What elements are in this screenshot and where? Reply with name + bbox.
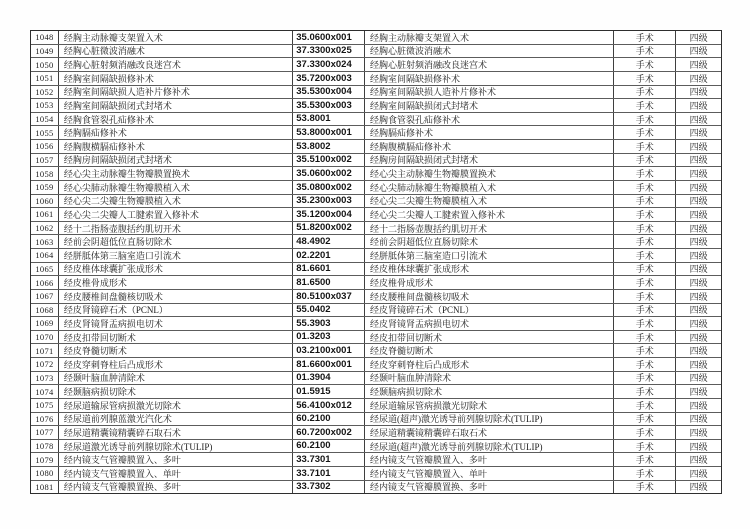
table-row (31, 154, 721, 168)
category-cell: 手术 (614, 385, 676, 398)
procedure-name-cell: 经内镜支气管瓣膜置入、单叶 (59, 467, 293, 480)
level-cell: 四级 (689, 46, 708, 57)
procedure-code-cell: 01.3904 (293, 372, 365, 385)
row-number-cell: 1069 (31, 317, 59, 330)
level-cell: 四级 (689, 387, 708, 398)
category-cell: 手术 (614, 86, 676, 99)
level-cell: 四级 (689, 73, 708, 84)
level-cell: 四级 (689, 128, 708, 139)
level-cell: 四级 (689, 414, 708, 425)
procedure-code-cell: 37.3300x024 (293, 58, 365, 71)
row-number-cell: 1070 (31, 331, 59, 344)
procedure-name-2-cell: 经胸食管裂孔疝修补术 (365, 113, 614, 126)
procedure-code-cell: 81.6600x001 (293, 358, 365, 371)
procedure-name-cell: 经胸室间隔缺损修补术 (59, 72, 293, 85)
procedure-code-cell: 80.5100x037 (293, 290, 365, 303)
procedure-name-cell: 经皮肾镜肾盂病损电切术 (59, 317, 293, 330)
procedure-code-cell: 37.3300x025 (293, 45, 365, 58)
procedure-name-cell: 经皮椎体球囊扩张成形术 (59, 263, 293, 276)
row-number-cell: 1067 (31, 290, 59, 303)
procedure-name-cell: 经尿道激光诱导前列腺切除术(TULIP) (59, 440, 293, 453)
procedure-name-cell: 经尿道前列腺蓝激光汽化术 (59, 413, 293, 426)
table-row (31, 58, 721, 72)
procedure-code-cell: 02.2201 (293, 249, 365, 262)
procedure-name-2-cell: 经胸膈疝修补术 (365, 126, 614, 139)
level-cell: 四级 (689, 223, 708, 234)
level-cell: 四级 (689, 359, 708, 370)
table-row (31, 167, 721, 181)
row-number-cell: 1079 (31, 453, 59, 466)
level-cell: 四级 (689, 87, 708, 98)
procedure-name-cell: 经颞叶脑血肿清除术 (59, 372, 293, 385)
row-number-cell: 1048 (31, 31, 59, 44)
procedure-code-cell: 33.7101 (293, 467, 365, 480)
procedure-name-2-cell: 经皮肾镜肾盂病损电切术 (365, 317, 614, 330)
category-cell: 手术 (614, 31, 676, 44)
procedure-name-cell: 经胸腹横膈疝修补术 (59, 140, 293, 153)
procedure-name-cell: 经颞脑病损切除术 (59, 385, 293, 398)
category-cell: 手术 (614, 249, 676, 262)
level-cell: 四级 (689, 305, 708, 316)
row-number-cell: 1068 (31, 304, 59, 317)
procedure-name-2-cell: 经心尖主动脉瓣生物瓣膜置换术 (365, 167, 614, 180)
row-number-cell: 1078 (31, 440, 59, 453)
procedure-name-2-cell: 经胼胝体第三脑室造口引流术 (365, 249, 614, 262)
procedure-code-cell: 01.5915 (293, 385, 365, 398)
row-number-cell: 1074 (31, 385, 59, 398)
procedure-name-2-cell: 经皮肾镜碎石术（PCNL） (365, 304, 614, 317)
category-cell: 手术 (614, 481, 676, 494)
table-row (31, 481, 721, 494)
category-cell: 手术 (614, 113, 676, 126)
category-cell: 手术 (614, 99, 676, 112)
level-cell: 四级 (689, 169, 708, 180)
table-row (31, 113, 721, 127)
level-cell: 四级 (689, 141, 708, 152)
procedure-name-cell: 经皮椎骨成形术 (59, 276, 293, 289)
procedure-name-2-cell: 经皮脊髓切断术 (365, 344, 614, 357)
level-cell: 四级 (689, 60, 708, 71)
level-cell: 四级 (689, 291, 708, 302)
procedure-name-2-cell: 经心尖二尖瓣生物瓣膜植入术 (365, 195, 614, 208)
category-cell: 手术 (614, 344, 676, 357)
procedure-code-cell: 35.0800x002 (293, 181, 365, 194)
level-cell: 四级 (689, 155, 708, 166)
table-row (31, 290, 721, 304)
procedure-name-cell: 经皮脊髓切断术 (59, 344, 293, 357)
procedure-name-cell: 经皮扣带回切断术 (59, 331, 293, 344)
category-cell: 手术 (614, 167, 676, 180)
procedure-name-2-cell: 经胸室间隔缺损修补术 (365, 72, 614, 85)
level-cell: 四级 (689, 318, 708, 329)
level-cell: 四级 (689, 346, 708, 357)
procedure-name-cell: 经胸室间隔缺损人造补片修补术 (59, 86, 293, 99)
category-cell: 手术 (614, 413, 676, 426)
row-number-cell: 1080 (31, 467, 59, 480)
table-row (31, 426, 721, 440)
row-number-cell: 1073 (31, 372, 59, 385)
procedure-code-cell: 03.2100x001 (293, 344, 365, 357)
procedure-code-cell: 35.0600x002 (293, 167, 365, 180)
table-row (31, 304, 721, 318)
procedure-table (30, 30, 722, 494)
category-cell: 手术 (614, 290, 676, 303)
procedure-name-2-cell: 经皮腰椎间盘髓核切吸术 (365, 290, 614, 303)
table-row (31, 317, 721, 331)
table-row (31, 140, 721, 154)
procedure-name-2-cell: 经尿道输尿管病损激光切除术 (365, 399, 614, 412)
row-number-cell: 1049 (31, 45, 59, 58)
procedure-name-cell: 经心尖二尖瓣人工腱索置入修补术 (59, 208, 293, 221)
table-row (31, 86, 721, 100)
procedure-code-cell: 35.5100x002 (293, 154, 365, 167)
procedure-code-cell: 53.8000x001 (293, 126, 365, 139)
category-cell: 手术 (614, 72, 676, 85)
procedure-name-2-cell: 经尿道(超声)激光诱导前列腺切除术(TULIP) (365, 413, 614, 426)
category-cell: 手术 (614, 440, 676, 453)
category-cell: 手术 (614, 276, 676, 289)
table-row (31, 413, 721, 427)
row-number-cell: 1056 (31, 140, 59, 153)
category-cell: 手术 (614, 426, 676, 439)
row-number-cell: 1063 (31, 235, 59, 248)
row-number-cell: 1059 (31, 181, 59, 194)
category-cell: 手术 (614, 195, 676, 208)
procedure-code-cell: 35.1200x004 (293, 208, 365, 221)
procedure-name-2-cell: 经内镜支气管瓣膜置入、单叶 (365, 467, 614, 480)
category-cell: 手术 (614, 154, 676, 167)
row-number-cell: 1057 (31, 154, 59, 167)
procedure-name-cell: 经胼胝体第三脑室造口引流术 (59, 249, 293, 262)
row-number-cell: 1072 (31, 358, 59, 371)
table-row (31, 372, 721, 386)
level-cell: 四级 (689, 373, 708, 384)
level-cell: 四级 (689, 264, 708, 275)
procedure-code-cell: 35.5300x003 (293, 99, 365, 112)
procedure-code-cell: 35.7200x003 (293, 72, 365, 85)
procedure-code-cell: 48.4902 (293, 235, 365, 248)
procedure-name-2-cell: 经内镜支气管瓣膜置入、多叶 (365, 453, 614, 466)
procedure-name-2-cell: 经皮穿刺脊柱后凸成形术 (365, 358, 614, 371)
level-cell: 四级 (689, 250, 708, 261)
procedure-code-cell: 60.7200x002 (293, 426, 365, 439)
row-number-cell: 1050 (31, 58, 59, 71)
table-row (31, 222, 721, 236)
table-row (31, 276, 721, 290)
procedure-code-cell: 35.5300x004 (293, 86, 365, 99)
category-cell: 手术 (614, 358, 676, 371)
table-row (31, 181, 721, 195)
row-number-cell: 1062 (31, 222, 59, 235)
category-cell: 手术 (614, 263, 676, 276)
procedure-name-cell: 经胸食管裂孔疝修补术 (59, 113, 293, 126)
procedure-code-cell: 33.7301 (293, 453, 365, 466)
table-row (31, 208, 721, 222)
category-cell: 手术 (614, 317, 676, 330)
row-number-cell: 1053 (31, 99, 59, 112)
procedure-name-2-cell: 经胸心脏微波消融术 (365, 45, 614, 58)
category-cell: 手术 (614, 304, 676, 317)
level-cell: 四级 (689, 32, 708, 43)
table-row (31, 126, 721, 140)
category-cell: 手术 (614, 399, 676, 412)
table-row (31, 344, 721, 358)
procedure-code-cell: 53.8001 (293, 113, 365, 126)
procedure-name-2-cell: 经胸房间隔缺损闭式封堵术 (365, 154, 614, 167)
level-cell: 四级 (689, 332, 708, 343)
table-row (31, 31, 721, 45)
level-cell: 四级 (689, 468, 708, 479)
level-cell: 四级 (689, 455, 708, 466)
procedure-name-cell: 经内镜支气管瓣膜置入、多叶 (59, 453, 293, 466)
category-cell: 手术 (614, 45, 676, 58)
procedure-name-cell: 经尿道输尿管病损激光切除术 (59, 399, 293, 412)
category-cell: 手术 (614, 181, 676, 194)
procedure-name-2-cell: 经十二指肠壶腹括约肌切开术 (365, 222, 614, 235)
procedure-name-cell: 经心尖二尖瓣生物瓣膜植入术 (59, 195, 293, 208)
level-cell: 四级 (689, 196, 708, 207)
table-row (31, 249, 721, 263)
procedure-name-cell: 经皮穿刺脊柱后凸成形术 (59, 358, 293, 371)
category-cell: 手术 (614, 467, 676, 480)
table-row (31, 263, 721, 277)
category-cell: 手术 (614, 58, 676, 71)
table-row (31, 358, 721, 372)
procedure-name-2-cell: 经胸心脏射频消融改良迷宫术 (365, 58, 614, 71)
procedure-name-2-cell: 经心尖二尖瓣人工腱索置入修补术 (365, 208, 614, 221)
level-cell: 四级 (689, 441, 708, 452)
procedure-code-cell: 81.6601 (293, 263, 365, 276)
procedure-name-cell: 经前会阴超低位直肠切除术 (59, 235, 293, 248)
row-number-cell: 1064 (31, 249, 59, 262)
row-number-cell: 1060 (31, 195, 59, 208)
procedure-code-cell: 55.3903 (293, 317, 365, 330)
row-number-cell: 1051 (31, 72, 59, 85)
procedure-code-cell: 35.0600x001 (293, 31, 365, 44)
procedure-name-cell: 经胸心脏射频消融改良迷宫术 (59, 58, 293, 71)
level-cell: 四级 (689, 427, 708, 438)
table-row (31, 467, 721, 481)
procedure-name-cell: 经内镜支气管瓣膜置换、多叶 (59, 481, 293, 494)
procedure-name-2-cell: 经胸室间隔缺损闭式封堵术 (365, 99, 614, 112)
procedure-code-cell: 60.2100 (293, 413, 365, 426)
row-number-cell: 1058 (31, 167, 59, 180)
procedure-code-cell: 60.2100 (293, 440, 365, 453)
category-cell: 手术 (614, 331, 676, 344)
procedure-code-cell: 51.8200x002 (293, 222, 365, 235)
procedure-name-2-cell: 经颞叶脑血肿清除术 (365, 372, 614, 385)
procedure-name-cell: 经心尖主动脉瓣生物瓣膜置换术 (59, 167, 293, 180)
procedure-name-2-cell: 经胸室间隔缺损人造补片修补术 (365, 86, 614, 99)
level-cell: 四级 (689, 237, 708, 248)
category-cell: 手术 (614, 126, 676, 139)
procedure-name-cell: 经胸主动脉瓣支架置入术 (59, 31, 293, 44)
procedure-name-2-cell: 经尿道精囊镜精囊碎石取石术 (365, 426, 614, 439)
row-number-cell: 1065 (31, 263, 59, 276)
level-cell: 四级 (689, 278, 708, 289)
procedure-name-2-cell: 经皮椎体球囊扩张成形术 (365, 263, 614, 276)
row-number-cell: 1075 (31, 399, 59, 412)
level-cell: 四级 (689, 209, 708, 220)
procedure-name-2-cell: 经前会阴超低位直肠切除术 (365, 235, 614, 248)
table-row (31, 399, 721, 413)
level-cell: 四级 (689, 100, 708, 111)
row-number-cell: 1081 (31, 481, 59, 494)
row-number-cell: 1066 (31, 276, 59, 289)
procedure-name-2-cell: 经皮扣带回切断术 (365, 331, 614, 344)
procedure-name-cell: 经胸心脏微波消融术 (59, 45, 293, 58)
level-cell: 四级 (689, 182, 708, 193)
row-number-cell: 1076 (31, 413, 59, 426)
procedure-code-cell: 53.8002 (293, 140, 365, 153)
procedure-name-2-cell: 经尿道(超声)激光诱导前列腺切除术(TULIP) (365, 440, 614, 453)
table-row (31, 235, 721, 249)
table-row (31, 45, 721, 59)
procedure-code-cell: 56.4100x012 (293, 399, 365, 412)
procedure-code-cell: 55.0402 (293, 304, 365, 317)
procedure-name-cell: 经胸膈疝修补术 (59, 126, 293, 139)
category-cell: 手术 (614, 222, 676, 235)
procedure-name-cell: 经心尖肺动脉瓣生物瓣膜植入术 (59, 181, 293, 194)
table-row (31, 331, 721, 345)
table-row (31, 195, 721, 209)
row-number-cell: 1061 (31, 208, 59, 221)
procedure-name-cell: 经皮腰椎间盘髓核切吸术 (59, 290, 293, 303)
procedure-name-2-cell: 经胸腹横膈疝修补术 (365, 140, 614, 153)
category-cell: 手术 (614, 453, 676, 466)
procedure-name-2-cell: 经皮椎骨成形术 (365, 276, 614, 289)
category-cell: 手术 (614, 208, 676, 221)
procedure-name-cell: 经皮肾镜碎石术（PCNL） (59, 304, 293, 317)
row-number-cell: 1055 (31, 126, 59, 139)
procedure-code-cell: 33.7302 (293, 481, 365, 494)
category-cell: 手术 (614, 140, 676, 153)
procedure-name-2-cell: 经内镜支气管瓣膜置换、多叶 (365, 481, 614, 494)
table-row (31, 99, 721, 113)
table-row (31, 440, 721, 454)
row-number-cell: 1077 (31, 426, 59, 439)
procedure-code-cell: 35.2300x003 (293, 195, 365, 208)
procedure-name-2-cell: 经胸主动脉瓣支架置入术 (365, 31, 614, 44)
row-number-cell: 1052 (31, 86, 59, 99)
procedure-name-2-cell: 经颞脑病损切除术 (365, 385, 614, 398)
procedure-code-cell: 81.6500 (293, 276, 365, 289)
procedure-name-cell: 经十二指肠壶腹括约肌切开术 (59, 222, 293, 235)
row-number-cell: 1054 (31, 113, 59, 126)
level-cell: 四级 (689, 114, 708, 125)
level-cell: 四级 (689, 400, 708, 411)
procedure-code-cell: 01.3203 (293, 331, 365, 344)
table-row (31, 453, 721, 467)
row-number-cell: 1071 (31, 344, 59, 357)
procedure-name-cell: 经尿道精囊镜精囊碎石取石术 (59, 426, 293, 439)
category-cell: 手术 (614, 235, 676, 248)
category-cell: 手术 (614, 372, 676, 385)
level-cell: 四级 (689, 482, 708, 493)
procedure-name-cell: 经胸室间隔缺损闭式封堵术 (59, 99, 293, 112)
procedure-name-2-cell: 经心尖肺动脉瓣生物瓣膜植入术 (365, 181, 614, 194)
procedure-name-cell: 经胸房间隔缺损闭式封堵术 (59, 154, 293, 167)
table-row (31, 385, 721, 399)
table-row (31, 72, 721, 86)
